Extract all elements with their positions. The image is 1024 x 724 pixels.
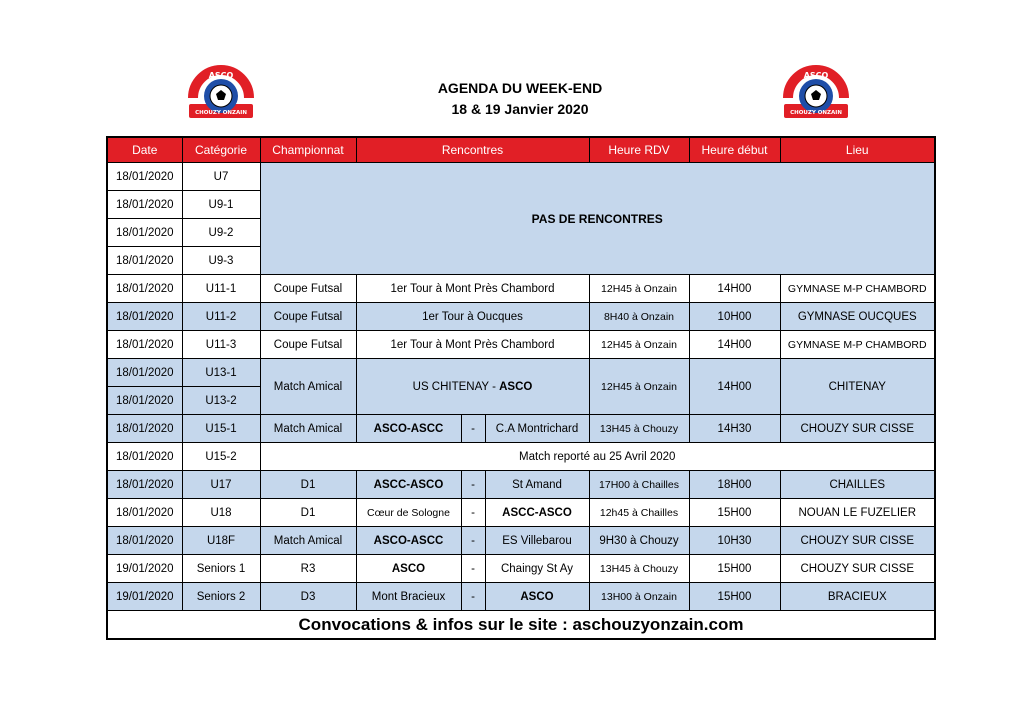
category-cell: U11-1 [182,275,260,303]
category-cell: U7 [182,163,260,191]
venue-cell: NOUAN LE FUZELIER [780,499,935,527]
start-time-cell: 15H00 [689,583,780,611]
category-cell: U17 [182,471,260,499]
match-cell: 1er Tour à Oucques [356,303,589,331]
table-row [107,471,935,499]
date-cell: 19/01/2020 [107,555,182,583]
category-cell: U11-3 [182,331,260,359]
table-row [107,583,935,611]
separator-cell: - [461,555,485,583]
meeting-time-cell: 12H45 à Onzain [589,331,689,359]
title-line2: 18 & 19 Janvier 2020 [451,101,589,117]
date-cell: 18/01/2020 [107,387,182,415]
meeting-time-cell: 8H40 à Onzain [589,303,689,331]
date-cell: 18/01/2020 [107,499,182,527]
start-time-cell: 14H30 [689,415,780,443]
championship-cell: R3 [260,555,356,583]
away-team-cell: Chaingy St Ay [485,555,589,583]
agenda-table [106,136,936,640]
category-cell: Seniors 2 [182,583,260,611]
table-row [107,303,935,331]
start-time-cell: 15H00 [689,555,780,583]
category-cell: U15-2 [182,443,260,471]
table-row [107,443,935,471]
header-championship: Championnat [260,137,356,163]
meeting-time-cell: 13H45 à Chouzy [589,555,689,583]
away-team-cell: ASCO [485,583,589,611]
svg-text:ASCO: ASCO [803,71,829,80]
header-matches: Rencontres [356,137,589,163]
venue-cell: BRACIEUX [780,583,935,611]
page-title [360,78,680,120]
separator-cell: - [461,527,485,555]
date-cell: 18/01/2020 [107,219,182,247]
championship-cell: Match Amical [260,359,356,415]
away-team-cell: ASCC-ASCO [485,499,589,527]
table-row [107,163,935,191]
start-time-cell: 14H00 [689,331,780,359]
away-team: ASCO [499,380,533,393]
championship-cell: D3 [260,583,356,611]
separator-cell: - [461,583,485,611]
match-cell: 1er Tour à Mont Près Chambord [356,275,589,303]
svg-text:ASCO: ASCO [208,71,234,80]
header-category: Catégorie [182,137,260,163]
date-cell: 18/01/2020 [107,415,182,443]
meeting-time-cell: 12H45 à Onzain [589,275,689,303]
date-cell: 18/01/2020 [107,331,182,359]
svg-text:CHOUZY ONZAIN: CHOUZY ONZAIN [790,110,842,116]
match-cell: 1er Tour à Mont Près Chambord [356,331,589,359]
championship-cell: D1 [260,471,356,499]
home-team-cell: ASCO-ASCC [356,415,461,443]
date-cell: 18/01/2020 [107,247,182,275]
venue-cell: CHAILLES [780,471,935,499]
table-row [107,555,935,583]
category-cell: U9-2 [182,219,260,247]
separator-cell: - [461,471,485,499]
meeting-time-cell: 9H30 à Chouzy [589,527,689,555]
championship-cell: D1 [260,499,356,527]
date-cell: 18/01/2020 [107,303,182,331]
home-team-cell: Mont Bracieux [356,583,461,611]
footer-info: Convocations & infos sur le site : aschouzyonzain.com [107,611,935,640]
separator-cell: - [461,415,485,443]
championship-cell: Coupe Futsal [260,303,356,331]
championship-cell: Coupe Futsal [260,331,356,359]
meeting-time-cell: 13H45 à Chouzy [589,415,689,443]
title-line1: AGENDA DU WEEK-END [437,80,603,96]
date-cell: 19/01/2020 [107,583,182,611]
no-match-cell: PAS DE RENCONTRES [260,163,935,275]
championship-cell: Match Amical [260,415,356,443]
meeting-time-cell: 12H45 à Onzain [589,359,689,415]
header-date: Date [107,137,182,163]
table-row [107,331,935,359]
venue-cell: CHOUZY SUR CISSE [780,527,935,555]
home-team-cell: ASCO-ASCC [356,527,461,555]
category-cell: Seniors 1 [182,555,260,583]
venue-cell: CHITENAY [780,359,935,415]
header-venue: Lieu [780,137,935,163]
date-cell: 18/01/2020 [107,443,182,471]
home-team-cell: ASCO [356,555,461,583]
championship-cell: Match Amical [260,527,356,555]
table-row [107,527,935,555]
away-team-cell: St Amand [485,471,589,499]
match-cell [356,359,589,415]
header-meeting-time: Heure RDV [589,137,689,163]
footer-row [107,611,935,640]
venue-cell: CHOUZY SUR CISSE [780,555,935,583]
date-cell: 18/01/2020 [107,275,182,303]
venue-cell: GYMNASE M-P CHAMBORD [780,331,935,359]
start-time-cell: 14H00 [689,275,780,303]
category-cell: U13-1 [182,359,260,387]
club-logo-left [183,60,259,126]
category-cell: U11-2 [182,303,260,331]
home-team-cell: Cœur de Sologne [356,499,461,527]
date-cell: 18/01/2020 [107,359,182,387]
table-row [107,499,935,527]
venue-cell: GYMNASE OUCQUES [780,303,935,331]
separator-cell: - [461,499,485,527]
date-cell: 18/01/2020 [107,527,182,555]
table-row [107,415,935,443]
meeting-time-cell: 17H00 à Chailles [589,471,689,499]
meeting-time-cell: 12h45 à Chailles [589,499,689,527]
start-time-cell: 18H00 [689,471,780,499]
category-cell: U18F [182,527,260,555]
away-team-cell: C.A Montrichard [485,415,589,443]
start-time-cell: 15H00 [689,499,780,527]
venue-cell: GYMNASE M-P CHAMBORD [780,275,935,303]
start-time-cell: 14H00 [689,359,780,415]
date-cell: 18/01/2020 [107,471,182,499]
table-row [107,359,935,387]
away-team-cell: ES Villebarou [485,527,589,555]
club-logo-right [778,60,854,126]
postponed-cell: Match reporté au 25 Avril 2020 [260,443,935,471]
category-cell: U9-1 [182,191,260,219]
table-row [107,275,935,303]
header-start-time: Heure début [689,137,780,163]
start-time-cell: 10H00 [689,303,780,331]
championship-cell: Coupe Futsal [260,275,356,303]
category-cell: U13-2 [182,387,260,415]
category-cell: U18 [182,499,260,527]
category-cell: U15-1 [182,415,260,443]
date-cell: 18/01/2020 [107,191,182,219]
date-cell: 18/01/2020 [107,163,182,191]
home-team-cell: ASCC-ASCO [356,471,461,499]
meeting-time-cell: 13H00 à Onzain [589,583,689,611]
home-team: US CHITENAY - [412,380,500,393]
venue-cell: CHOUZY SUR CISSE [780,415,935,443]
svg-text:CHOUZY ONZAIN: CHOUZY ONZAIN [195,110,247,116]
start-time-cell: 10H30 [689,527,780,555]
category-cell: U9-3 [182,247,260,275]
header-row [107,137,935,163]
